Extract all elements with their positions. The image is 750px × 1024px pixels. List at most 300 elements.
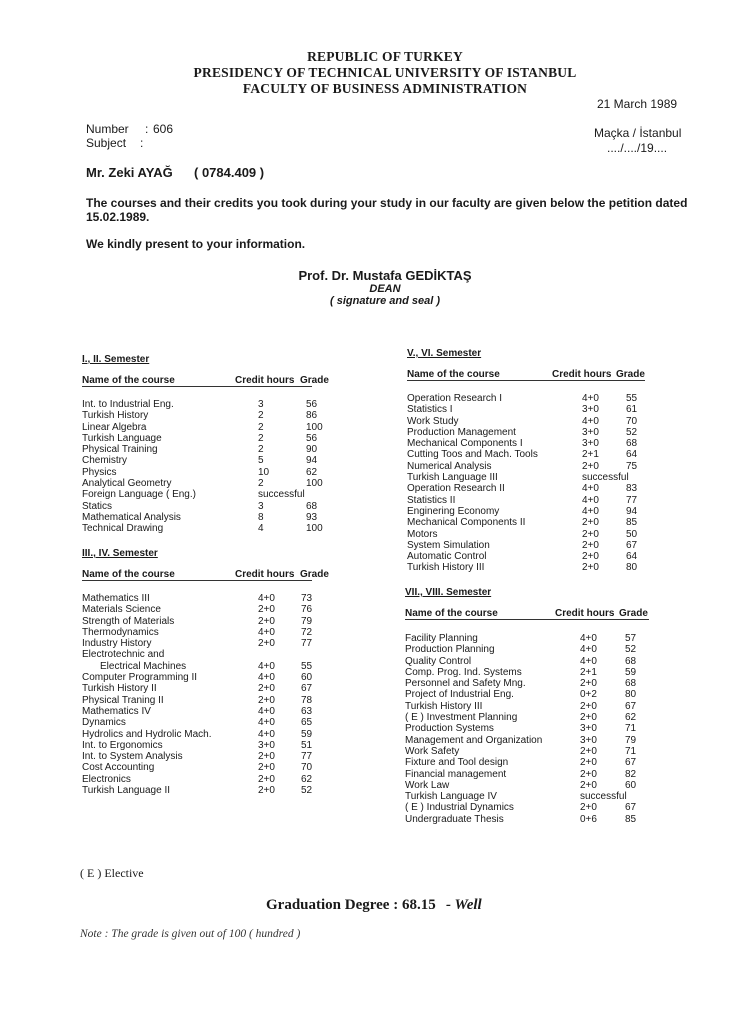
- course-name: Chemistry: [82, 455, 128, 467]
- grade: 94: [626, 505, 638, 517]
- course-name: Hydrolics and Hydrolic Mach.: [82, 728, 212, 740]
- course-name: Production Systems: [405, 723, 494, 735]
- place: Maçka / İstanbul: [594, 126, 682, 140]
- table-row: [82, 523, 342, 534]
- course-name: Financial management: [405, 768, 507, 780]
- credit-hours: 2+0: [582, 539, 599, 551]
- course-name: ( E ) Industrial Dynamics: [405, 802, 514, 814]
- credit-hours: 0+2: [580, 689, 597, 701]
- course-name: Production Management: [407, 426, 516, 438]
- credit-hours: 2+0: [580, 802, 597, 814]
- letter-date: 21 March 1989: [597, 97, 678, 111]
- elective-note: ( E ) Elective: [80, 866, 144, 880]
- signatory-title: DEAN: [369, 283, 401, 295]
- number-separator: :: [145, 122, 149, 136]
- recipient-name: Mr. Zeki AYAĞ: [86, 165, 173, 180]
- grade: 68: [625, 678, 637, 690]
- table-row: [82, 616, 342, 627]
- credit-hours: 2: [258, 410, 264, 422]
- credit-header: Credit hours: [552, 369, 612, 380]
- table-row: [82, 410, 342, 421]
- grade: 67: [625, 757, 637, 769]
- course-name: Cost Accounting: [82, 762, 155, 774]
- table-row: [82, 695, 342, 706]
- grade: 100: [306, 478, 323, 490]
- grade: 68: [306, 500, 318, 512]
- table-row: [405, 735, 665, 746]
- course-name: Mathematics III: [82, 593, 150, 604]
- credit-hours: 2+0: [258, 638, 275, 650]
- table-row: [82, 444, 342, 455]
- table-row: [405, 723, 665, 734]
- grade: 62: [306, 466, 318, 478]
- credit-hours: 2+1: [582, 449, 599, 461]
- credit-hours: 4+0: [258, 626, 275, 638]
- table-row: [82, 455, 342, 466]
- header-line-3: FACULTY OF BUSINESS ADMINISTRATION: [242, 81, 528, 96]
- grade: 52: [625, 644, 637, 656]
- grade: 56: [306, 432, 318, 444]
- credit-hours: 8: [258, 511, 264, 523]
- table-row: [407, 472, 667, 483]
- grade: 55: [626, 393, 638, 404]
- credit-hours: 4+0: [582, 415, 599, 427]
- credit-hours: 2+0: [580, 779, 597, 791]
- credit-hours: 2+0: [580, 745, 597, 757]
- credit-hours: 4+0: [580, 633, 597, 644]
- credit-hours: 4+0: [582, 505, 599, 517]
- grade: 86: [306, 410, 318, 422]
- course-header: Name of the course: [405, 608, 498, 619]
- table-row: [405, 644, 665, 655]
- table-row: [405, 667, 665, 678]
- footnote: Note : The grade is given out of 100 ( hundred ): [80, 928, 301, 940]
- credit-hours: 3+0: [258, 739, 275, 751]
- course-name: Personnel and Safety Mng.: [405, 678, 526, 690]
- graduation-degree: Graduation Degree : 68.15: [266, 897, 436, 913]
- course-name: Work Safety: [405, 745, 460, 757]
- course-name: Project of Industrial Eng.: [405, 689, 514, 701]
- course-name: Electronics: [82, 773, 131, 785]
- date-blank: ..../..../19....: [607, 141, 668, 155]
- credit-hours: 4+0: [258, 672, 275, 684]
- course-name: Statistics I: [407, 404, 453, 416]
- credit-hours: 10: [258, 466, 270, 478]
- course-name: Mechanical Components II: [407, 517, 526, 529]
- course-name: Dynamics: [82, 717, 126, 729]
- grade: 82: [625, 768, 637, 780]
- grade: 60: [301, 672, 313, 684]
- grade: 50: [626, 528, 638, 540]
- grade: 57: [625, 633, 637, 644]
- course-name: Operation Research II: [407, 483, 505, 495]
- course-name: Enginering Economy: [407, 505, 500, 517]
- table-row: [405, 791, 665, 802]
- semester-title: III., IV. Semester: [82, 548, 158, 559]
- course-name: Turkish History III: [405, 700, 483, 712]
- table-row: [82, 661, 342, 672]
- table-row: [82, 501, 342, 512]
- credit-hours: 4: [258, 523, 264, 535]
- course-name: Technical Drawing: [82, 523, 164, 535]
- table-row: [82, 717, 342, 728]
- table-row: [405, 633, 665, 644]
- grade: 94: [306, 455, 318, 467]
- course-name: Turkish History III: [407, 562, 485, 574]
- credit-hours: 4+0: [258, 717, 275, 729]
- table-row: [82, 512, 342, 523]
- table-row: [405, 678, 665, 689]
- signatory-block: [250, 268, 520, 307]
- grade: 68: [626, 438, 638, 450]
- credit-hours: 4+0: [580, 644, 597, 656]
- grade: 51: [301, 739, 313, 751]
- credit-header: Credit hours: [235, 569, 295, 580]
- grade: 71: [625, 745, 637, 757]
- course-name: Turkish Language III: [407, 472, 498, 484]
- grade: 79: [301, 615, 313, 627]
- grade: 56: [306, 399, 318, 410]
- table-row: [407, 495, 667, 506]
- table-row: [82, 478, 342, 489]
- table-row: [405, 701, 665, 712]
- credit-hours: 4+0: [258, 728, 275, 740]
- grade: 78: [301, 694, 313, 706]
- table-header: [82, 375, 342, 388]
- grade: 80: [626, 562, 638, 574]
- table-row: [82, 649, 342, 660]
- table-row: [82, 422, 342, 433]
- table-row: [405, 689, 665, 700]
- course-name: Thermodynamics: [82, 626, 159, 638]
- grade: 75: [626, 460, 638, 472]
- grade: 80: [625, 689, 637, 701]
- table-row: [82, 399, 342, 410]
- table-row: [82, 751, 342, 762]
- recipient-id: ( 0784.409 ): [194, 165, 265, 180]
- credit-hours: 2: [258, 432, 264, 444]
- course-name: Electrotechnic and: [82, 649, 165, 661]
- credit-hours: successful: [258, 489, 305, 501]
- grade: 67: [625, 700, 637, 712]
- grade: 79: [625, 734, 637, 746]
- grade: 76: [301, 604, 313, 616]
- course-name: Motors: [407, 528, 438, 540]
- credit-hours: 2+0: [258, 683, 275, 695]
- table-row: [82, 729, 342, 740]
- table-row: [405, 746, 665, 757]
- intro-paragraph: The courses and their credits you took during your study in our faculty are given below the petition dated 15.02.1989.: [86, 196, 688, 224]
- credit-hours: 4+0: [580, 655, 597, 667]
- grade-header: Grade: [619, 608, 648, 619]
- grade: 72: [301, 626, 313, 638]
- course-name: System Simulation: [407, 539, 490, 551]
- table-row: [405, 769, 665, 780]
- table-row: [407, 393, 667, 404]
- header-line-2: PRESIDENCY OF TECHNICAL UNIVERSITY OF ISTANBUL: [193, 65, 577, 80]
- header-rule: [405, 619, 649, 620]
- credit-hours: 5: [258, 455, 264, 467]
- credit-hours: 2: [258, 478, 264, 490]
- course-table: [82, 593, 342, 796]
- table-row: [82, 604, 342, 615]
- table-row: [82, 672, 342, 683]
- semester-title: I., II. Semester: [82, 354, 150, 365]
- header-rule: [82, 580, 312, 581]
- course-name: Mathematics IV: [82, 705, 151, 717]
- credit-hours: 2+0: [582, 562, 599, 574]
- table-row: [407, 416, 667, 427]
- semester-title: VII., VIII. Semester: [405, 587, 492, 598]
- credit-hours: 2+0: [258, 785, 275, 797]
- course-name: Production Planning: [405, 644, 495, 656]
- course-name: Mathematical Analysis: [82, 511, 181, 523]
- table-row: [82, 740, 342, 751]
- table-row: [405, 780, 665, 791]
- course-header: Name of the course: [82, 375, 175, 386]
- table-row: [82, 774, 342, 785]
- course-name: Turkish History: [82, 410, 149, 422]
- table-header: [407, 369, 667, 382]
- credit-hours: successful: [580, 791, 627, 803]
- course-name: Fixture and Tool design: [405, 757, 509, 769]
- credit-hours: 3+0: [582, 426, 599, 438]
- table-row: [82, 627, 342, 638]
- table-row: [82, 683, 342, 694]
- credit-hours: 2+1: [580, 666, 597, 678]
- course-name: Physical Training: [82, 444, 158, 456]
- grade: 93: [306, 511, 318, 523]
- credit-hours: 2: [258, 444, 264, 456]
- credit-hours: 2+0: [580, 678, 597, 690]
- table-row: [82, 638, 342, 649]
- credit-hours: 0+6: [580, 813, 597, 825]
- course-name: Linear Algebra: [82, 421, 147, 433]
- grade: 55: [301, 660, 313, 672]
- course-name: Cutting Toos and Mach. Tools: [407, 449, 538, 461]
- course-name: Analytical Geometry: [82, 478, 172, 490]
- table-row: [405, 814, 665, 825]
- credit-header: Credit hours: [555, 608, 615, 619]
- number-value: 606: [153, 122, 174, 136]
- grade: 70: [301, 762, 313, 774]
- grade: 62: [625, 712, 637, 724]
- course-name: Turkish Language II: [82, 785, 171, 797]
- credit-hours: 2+0: [582, 551, 599, 563]
- course-name: Industry History: [82, 638, 152, 650]
- table-header: [82, 569, 342, 582]
- signatory-name: Prof. Dr. Mustafa GEDİKTAŞ: [298, 268, 472, 283]
- credit-hours: 2+0: [582, 528, 599, 540]
- credit-hours: 2+0: [580, 757, 597, 769]
- credit-hours: 2+0: [258, 694, 275, 706]
- header-rule: [82, 386, 312, 387]
- grade: 83: [626, 483, 638, 495]
- credit-hours: 4+0: [582, 483, 599, 495]
- course-name: Turkish Language IV: [405, 791, 497, 803]
- course-name: Operation Research I: [407, 393, 503, 404]
- credit-hours: 2+0: [258, 762, 275, 774]
- course-name: Foreign Language ( Eng.): [82, 489, 196, 501]
- graduation-result: - Well: [446, 897, 482, 913]
- table-row: [82, 467, 342, 478]
- present-paragraph: We kindly present to your information.: [86, 237, 306, 251]
- table-row: [407, 540, 667, 551]
- table-row: [82, 785, 342, 796]
- table-row: [407, 461, 667, 472]
- grade-header: Grade: [300, 375, 329, 386]
- grade: 71: [625, 723, 637, 735]
- table-row: [405, 802, 665, 813]
- course-name: Turkish History II: [82, 683, 157, 695]
- table-row: [407, 551, 667, 562]
- semester-5-6-block: [407, 348, 667, 574]
- table-row: [407, 449, 667, 460]
- credit-hours: 3+0: [580, 734, 597, 746]
- course-name: Strength of Materials: [82, 615, 175, 627]
- course-name: Comp. Prog. Ind. Systems: [405, 666, 522, 678]
- credit-hours: 3+0: [582, 404, 599, 416]
- credit-hours: 3: [258, 500, 264, 512]
- grade: 77: [626, 494, 638, 506]
- table-header: [405, 608, 665, 621]
- course-name: Int. to Industrial Eng.: [82, 399, 174, 410]
- grade: 52: [301, 785, 313, 797]
- grade: 85: [625, 813, 637, 825]
- credit-hours: 3+0: [582, 438, 599, 450]
- grade: 90: [306, 444, 318, 456]
- credit-hours: 4+0: [582, 494, 599, 506]
- credit-header: Credit hours: [235, 375, 295, 386]
- course-name: Physical Traning II: [82, 694, 164, 706]
- header-line-1: REPUBLIC OF TURKEY: [307, 49, 463, 64]
- course-name: Turkish Language: [82, 432, 162, 444]
- credit-hours: 2: [258, 421, 264, 433]
- grade: 100: [306, 523, 323, 535]
- credit-hours: 2+0: [582, 517, 599, 529]
- course-name: Physics: [82, 466, 117, 478]
- course-name: Electrical Machines: [100, 660, 187, 672]
- semester-3-4-block: [82, 548, 342, 796]
- grade: 77: [301, 638, 313, 650]
- signatory-note: ( signature and seal ): [329, 295, 441, 307]
- grade: 70: [626, 415, 638, 427]
- course-name: Int. to Ergonomics: [82, 739, 163, 751]
- table-row: [405, 757, 665, 768]
- course-name: Computer Programming II: [82, 672, 198, 684]
- course-name: Statics: [82, 500, 113, 512]
- course-table: [407, 393, 667, 574]
- course-name: Mechanical Components I: [407, 438, 523, 450]
- credit-hours: 4+0: [582, 393, 599, 404]
- course-header: Name of the course: [82, 569, 175, 580]
- course-name: Int. to System Analysis: [82, 751, 183, 763]
- subject-label: Subject: [86, 136, 127, 150]
- credit-hours: 2+0: [580, 700, 597, 712]
- course-name: Work Study: [407, 415, 459, 427]
- credit-hours: 2+0: [580, 712, 597, 724]
- credit-hours: 3+0: [580, 723, 597, 735]
- table-row: [82, 762, 342, 773]
- table-row: [405, 656, 665, 667]
- course-name: Undergraduate Thesis: [405, 813, 504, 825]
- table-row: [407, 517, 667, 528]
- grade: 61: [626, 404, 638, 416]
- grade: 59: [625, 666, 637, 678]
- course-name: Quality Control: [405, 655, 472, 667]
- course-name: Statistics II: [407, 494, 456, 506]
- grade: 67: [301, 683, 313, 695]
- table-row: [82, 433, 342, 444]
- grade: 67: [626, 539, 638, 551]
- course-name: ( E ) Investment Planning: [405, 712, 518, 724]
- table-row: [407, 562, 667, 573]
- course-table: [82, 399, 342, 535]
- credit-hours: successful: [582, 472, 629, 484]
- course-name: Automatic Control: [407, 551, 487, 563]
- course-header: Name of the course: [407, 369, 500, 380]
- table-row: [82, 706, 342, 717]
- grade-header: Grade: [300, 569, 329, 580]
- table-row: [82, 593, 342, 604]
- credit-hours: 2+0: [258, 751, 275, 763]
- table-row: [407, 427, 667, 438]
- grade: 73: [301, 593, 313, 604]
- table-row: [407, 529, 667, 540]
- grade: 64: [626, 551, 638, 563]
- grade: 67: [625, 802, 637, 814]
- course-name: Work Law: [405, 779, 450, 791]
- table-row: [82, 489, 342, 500]
- table-row: [407, 506, 667, 517]
- grade: 77: [301, 751, 313, 763]
- credit-hours: 2+0: [580, 768, 597, 780]
- credit-hours: 4+0: [258, 660, 275, 672]
- grade: 100: [306, 421, 323, 433]
- grade: 65: [301, 717, 313, 729]
- table-row: [405, 712, 665, 723]
- credit-hours: 4+0: [258, 593, 275, 604]
- table-row: [407, 404, 667, 415]
- grade: 59: [301, 728, 313, 740]
- subject-separator: :: [140, 136, 144, 150]
- course-name: Facility Planning: [405, 633, 478, 644]
- grade: 52: [626, 426, 638, 438]
- table-row: [407, 483, 667, 494]
- grade-header: Grade: [616, 369, 645, 380]
- course-table: [405, 633, 665, 825]
- header-rule: [407, 380, 645, 381]
- credit-hours: 4+0: [258, 705, 275, 717]
- number-label: Number: [86, 122, 129, 136]
- table-row: [407, 438, 667, 449]
- semester-7-8-block: [405, 587, 665, 825]
- grade: 62: [301, 773, 313, 785]
- credit-hours: 2+0: [258, 615, 275, 627]
- grade: 85: [626, 517, 638, 529]
- credit-hours: 2+0: [258, 604, 275, 616]
- grade: 60: [625, 779, 637, 791]
- course-name: Management and Organization: [405, 734, 543, 746]
- credit-hours: 3: [258, 399, 264, 410]
- course-name: Numerical Analysis: [407, 460, 492, 472]
- credit-hours: 2+0: [258, 773, 275, 785]
- grade: 63: [301, 705, 313, 717]
- semester-title: V., VI. Semester: [407, 348, 482, 359]
- credit-hours: 2+0: [582, 460, 599, 472]
- grade: 64: [626, 449, 638, 461]
- semester-1-2-block: [82, 354, 342, 535]
